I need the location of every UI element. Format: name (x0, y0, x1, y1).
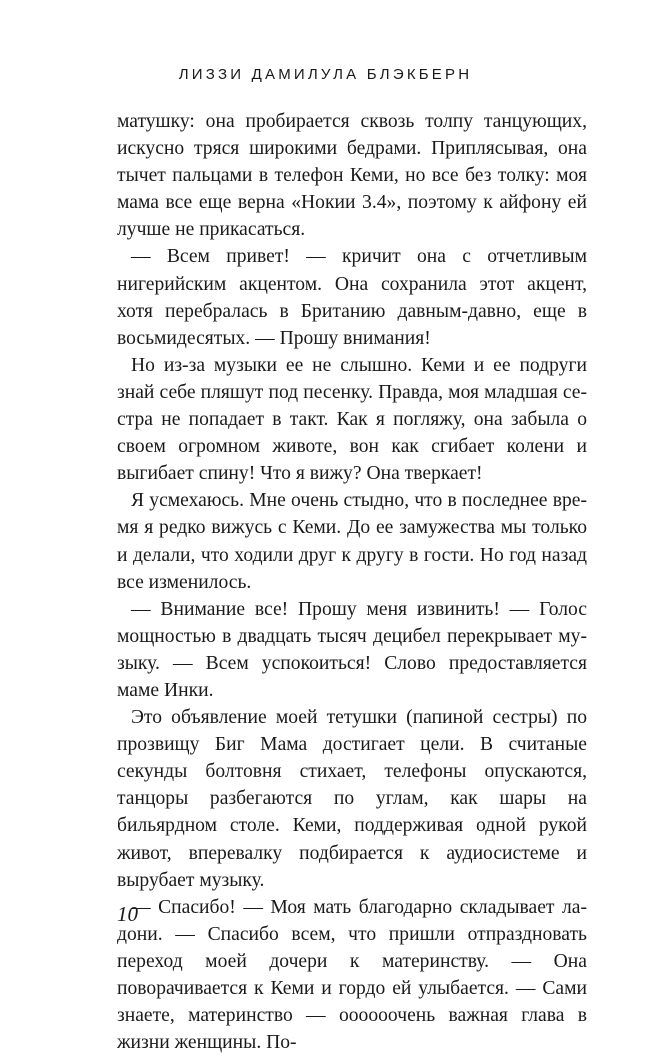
paragraph: Это объявление моей тетушки (папиной сестры) по прозвищу Биг Мама достигает цели. В считаные секунды болтовня стихает, телефоны опускаются, танцоры разбегаются по углам, как шары на бильярдном столе. Кеми, поддерживая одной рукой живот, вперевалку подбирается к аудиосистеме и вырубает музыку. (117, 707, 587, 891)
paragraph: матушку: она пробирается сквозь толпу танцующих, искусно тряся широкими бедрами. Приплясывая, она тычет пальцами в телефон Кеми, но все без толку: моя мама все еще верна «Нокии 3.4», поэтому к айфону ей лучше не прикасаться. (117, 111, 587, 241)
page-number: 10 (117, 902, 138, 926)
paragraph: — Спасибо! — Моя мать благодарно складывает ладони. — Спасибо всем, что пришли отпраздновать переход моей дочери к материнству. — Она поворачивается к Кеми и гордо ей улыбается. — Сами знаете, материнство — оооооочень важная глава в жизни женщины. По- (117, 896, 587, 1054)
paragraph: Я усмехаюсь. Мне очень стыдно, что в последнее время я редко вижусь с Кеми. До ее замужества мы только и делали, что ходили друг к другу в гости. Но год назад все изменилось. (117, 490, 587, 593)
paragraph: Но из-за музыки ее не слышно. Кеми и ее подруги знай себе пляшут под песенку. Правда, моя младшая сестра не попадает в такт. Как я погляжу, она забыла о своем огромном животе, вон как сгибает колени и выгибает спину! Что я вижу? Она тверкает! (117, 354, 587, 485)
paragraph: — Внимание все! Прошу меня извинить! — Голос мощностью в двадцать тысяч децибел перекрывает музыку. — Всем успокоиться! Слово предоставляется маме Инки. (117, 598, 587, 701)
body-text (117, 108, 587, 1056)
running-head-author: ЛИЗЗИ ДАМИЛУЛА БЛЭКБЕРН (178, 66, 473, 83)
paragraph: — Всем привет! — кричит она с отчетливым нигерийским акцентом. Она сохранила этот акцент, хотя перебралась в Британию давным-давно, еще в восьмидесятых. — Прошу внимания! (117, 246, 587, 349)
